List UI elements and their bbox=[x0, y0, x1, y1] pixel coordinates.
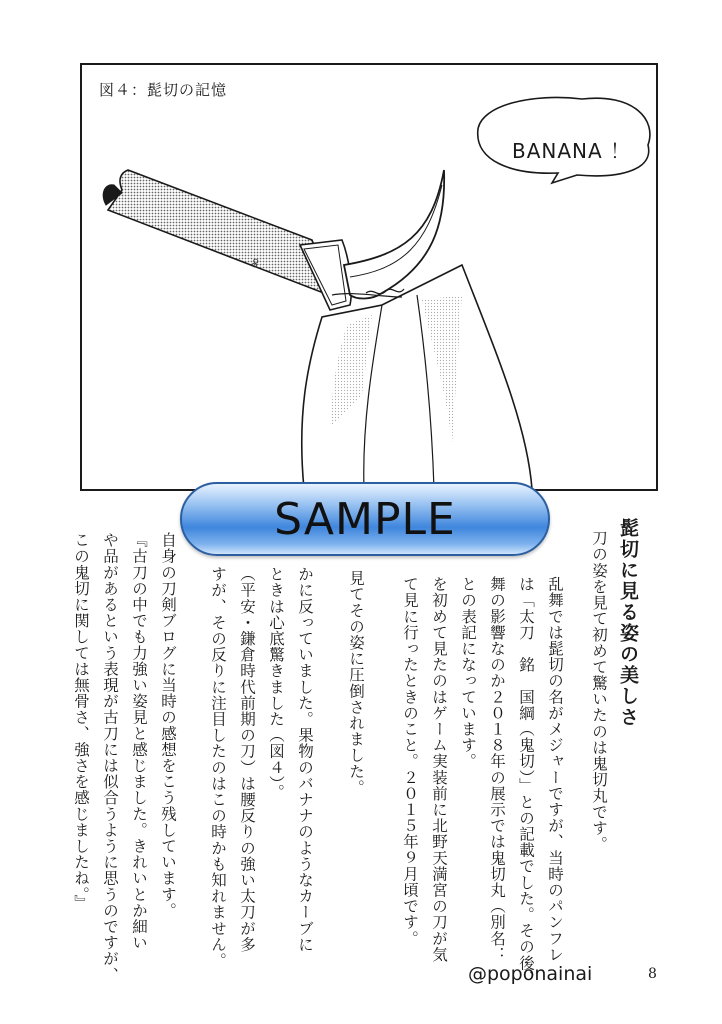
article-line: （平安・鎌倉時代前期の刀）は腰反りの強い太刀が多 bbox=[238, 566, 256, 953]
sample-banner bbox=[180, 482, 550, 556]
article-line: との表記になっています。 bbox=[459, 576, 477, 770]
article-line: かに反っていました。果物のバナナのようなカーブに bbox=[296, 566, 314, 953]
article-line: 見てその姿に圧倒されました。 bbox=[347, 570, 365, 796]
speech-bubble-text: BANANA ！ bbox=[512, 139, 632, 163]
article-line: 乱舞では髭切の名がメジャーですが、当時のパンフレ bbox=[546, 576, 564, 963]
author-handle: @poponainai bbox=[468, 963, 593, 985]
sword-illustration bbox=[82, 65, 656, 489]
article-line: や品があるという表現が古刀には似合うように思うのですが、 bbox=[101, 532, 119, 983]
figure-caption: 図４：髭切の記憶 bbox=[99, 81, 228, 99]
figure-panel bbox=[80, 63, 658, 491]
article-line: すが、その反りに注目したのはこの時かも知れません。 bbox=[209, 566, 227, 969]
svg-text:∞: ∞ bbox=[245, 254, 265, 272]
article-line: は「太刀 銘 国綱（鬼切）」との記載でした。その後、 bbox=[517, 576, 535, 987]
article-line: 『古刀の中でも力強い姿見と感じました。きれいとか細い bbox=[130, 532, 148, 951]
article-line: て見に行ったときのこと。２０１５年９月頃です。 bbox=[401, 576, 419, 947]
article-line: この鬼切に関しては無骨さ、強さを感じましたね。』 bbox=[72, 532, 90, 911]
article-line: 舞の影響なのか２０１８年の展示では鬼切丸（別名： bbox=[488, 576, 506, 963]
article-heading: 髭切に見る姿の美しさ bbox=[617, 518, 639, 728]
article-line: 自身の刀剣ブログに当時の感想をこう残しています。 bbox=[159, 532, 177, 919]
sword-handle bbox=[108, 170, 334, 297]
sword-blade bbox=[344, 170, 444, 299]
article-line: ときは心底驚きました（図４）。 bbox=[267, 566, 285, 800]
sample-banner-label: SAMPLE bbox=[274, 493, 456, 545]
page-number: 8 bbox=[648, 966, 657, 982]
article-line: を初めて見たのはゲーム実装前に北野天満宮の刀が気 bbox=[430, 576, 448, 963]
article-line: 刀の姿を見て初めて驚いたのは鬼切丸です。 bbox=[590, 530, 608, 852]
